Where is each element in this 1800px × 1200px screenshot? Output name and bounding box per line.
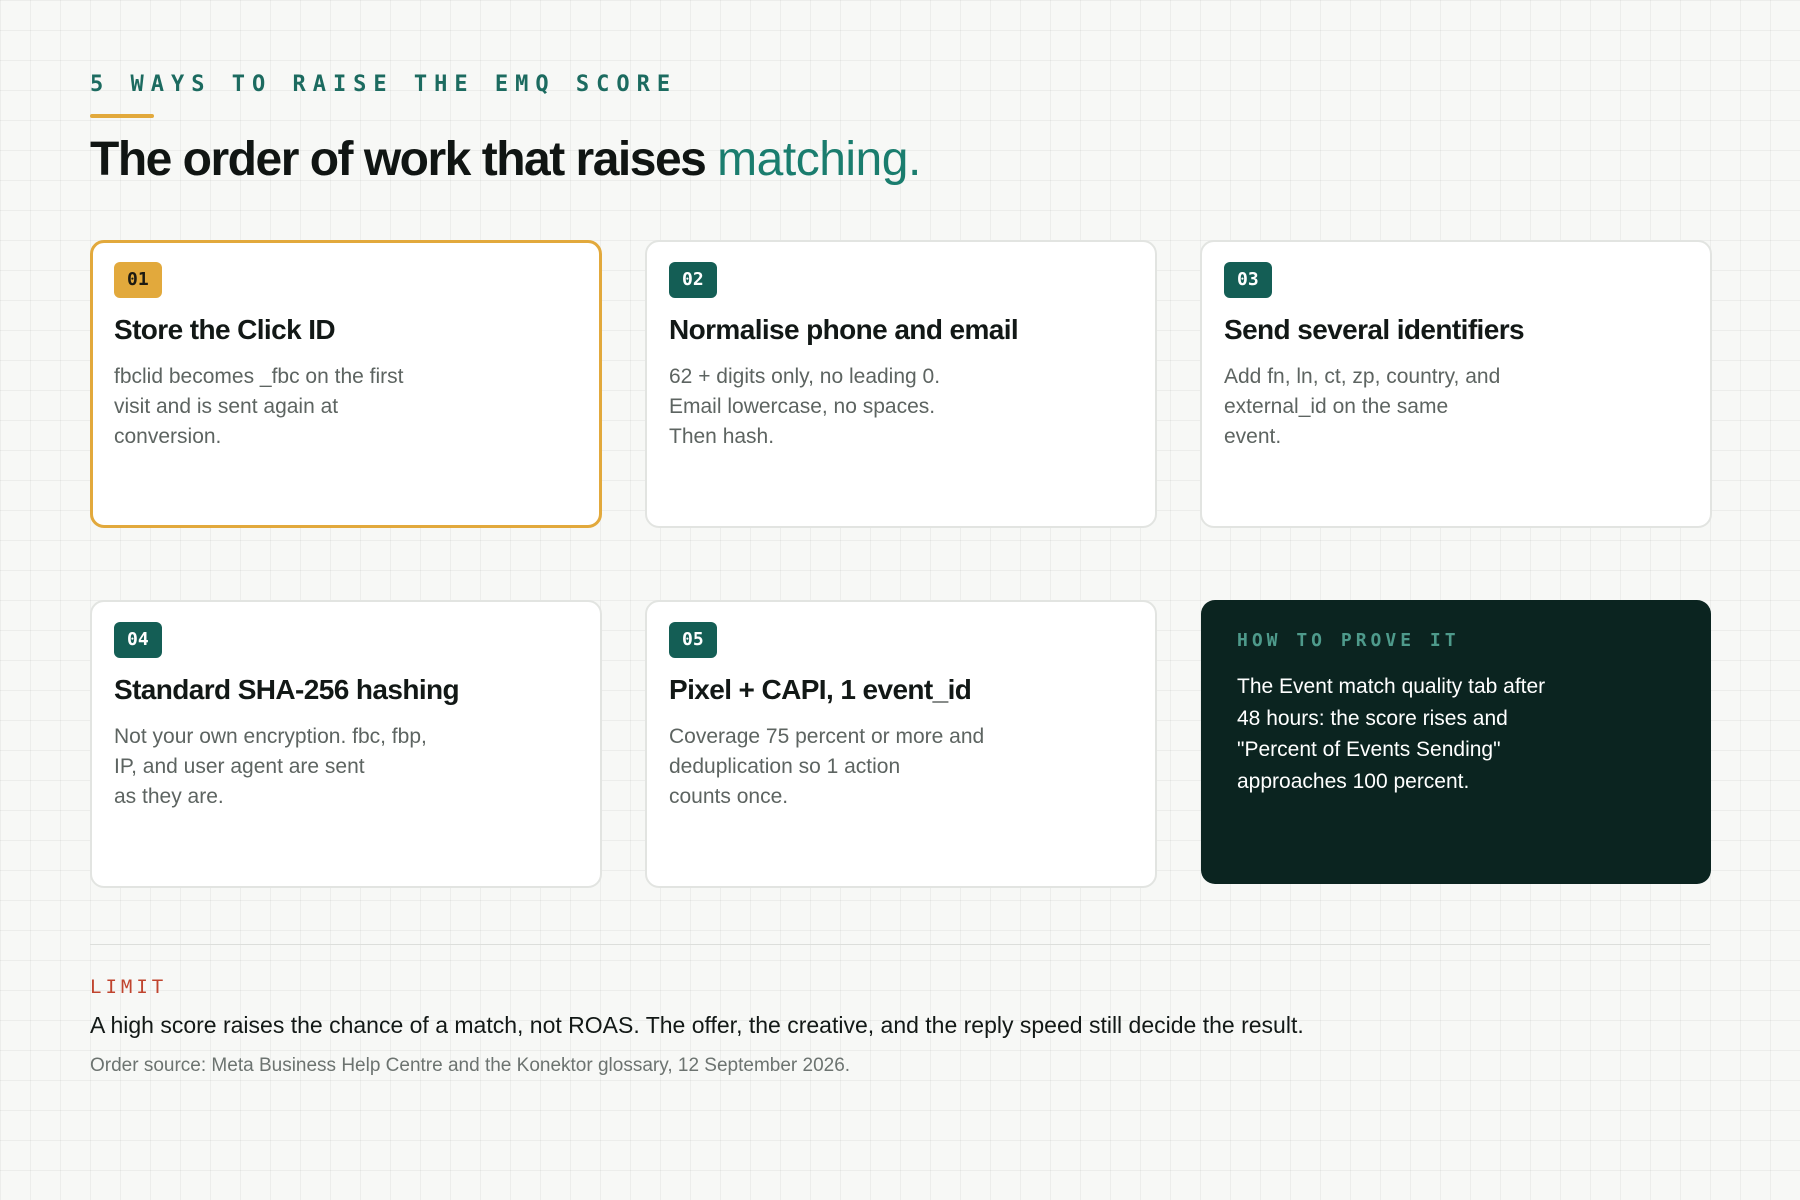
step-description [1224, 362, 1584, 452]
how-to-prove-line: The Event match quality tab after [1237, 675, 1546, 698]
step-description [114, 362, 474, 452]
step-number-badge: 04 [114, 622, 162, 658]
step-number-badge: 01 [114, 262, 162, 298]
section-divider [90, 944, 1710, 945]
step-number-badge: 05 [669, 622, 717, 658]
step-description [669, 362, 1029, 452]
step-description-line: event. [1224, 425, 1282, 448]
step-description-line: external_id on the same [1224, 395, 1449, 418]
how-to-prove-panel [1201, 600, 1711, 884]
limit-statement: A high score raises the chance of a match, not ROAS. The offer, the creative, and the reply speed still decide the result. [90, 1012, 1304, 1038]
step-card-01 [90, 240, 602, 528]
how-to-prove-line: 48 hours: the score rises and [1237, 706, 1508, 730]
step-description-line: visit and is sent again at [114, 395, 339, 418]
step-description-line: conversion. [114, 425, 222, 448]
eyebrow-label: 5 WAYS TO RAISE THE EMQ SCORE [90, 72, 678, 97]
step-number-badge: 02 [669, 262, 717, 298]
step-description-line: Add fn, ln, ct, zp, country, and [1224, 365, 1501, 388]
step-title: Pixel + CAPI, 1 event_id [669, 674, 972, 705]
step-description-line: fbclid becomes _fbc on the first [114, 365, 404, 388]
step-description-line: Not your own encryption. fbc, fbp, [114, 725, 427, 748]
page [90, 0, 1710, 1200]
step-title: Store the Click ID [114, 314, 336, 345]
how-to-prove-line: "Percent of Events Sending" [1237, 738, 1501, 761]
step-title: Normalise phone and email [669, 314, 1019, 345]
step-card-02 [645, 240, 1157, 528]
step-title: Standard SHA-256 hashing [114, 674, 460, 705]
how-to-prove-line: approaches 100 percent. [1237, 769, 1470, 793]
page-title-accent: matching. [717, 133, 921, 186]
eyebrow-underline [90, 114, 154, 118]
step-title: Send several identifiers [1224, 314, 1524, 345]
step-description-line: Then hash. [669, 425, 775, 448]
step-card-03 [1200, 240, 1712, 528]
step-card-04 [90, 600, 602, 888]
step-description-line: Coverage 75 percent or more and [669, 725, 985, 748]
how-to-prove-text [1237, 671, 1675, 797]
step-description [669, 722, 1029, 812]
step-description-line: counts once. [669, 785, 789, 808]
step-description-line: IP, and user agent are sent [114, 755, 365, 778]
limit-label: LIMIT [90, 976, 168, 998]
source-note: Order source: Meta Business Help Centre and the Konektor glossary, 12 September 2026. [90, 1055, 851, 1076]
step-card-05 [645, 600, 1157, 888]
page-title-main: The order of work that raises [90, 133, 706, 186]
step-description-line: 62 + digits only, no leading 0. [669, 365, 941, 388]
step-number-badge: 03 [1224, 262, 1272, 298]
page-title [90, 132, 921, 187]
step-description-line: Email lowercase, no spaces. [669, 395, 936, 418]
step-description-line: as they are. [114, 785, 224, 808]
how-to-prove-label: HOW TO PROVE IT [1237, 630, 1460, 651]
step-description-line: deduplication so 1 action [669, 755, 901, 778]
step-description [114, 722, 474, 812]
